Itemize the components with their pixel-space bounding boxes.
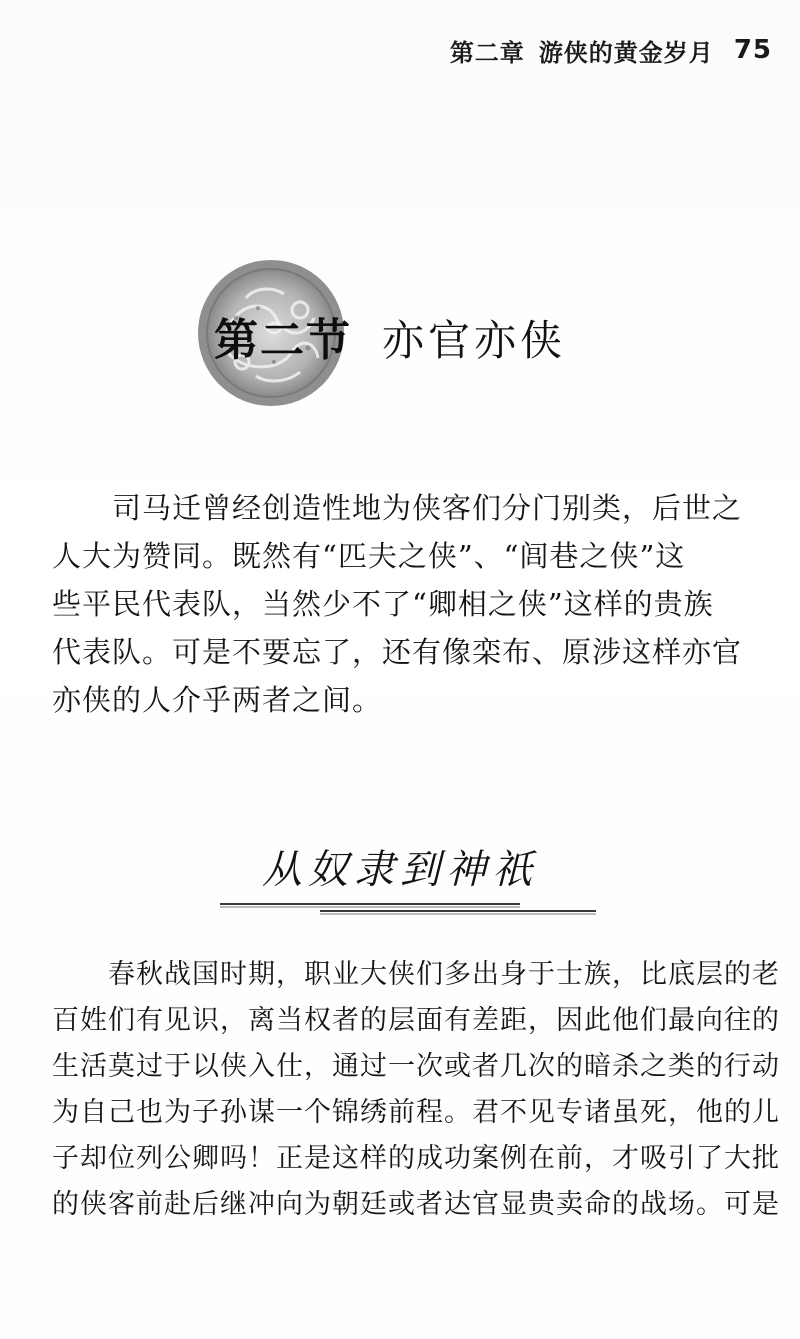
intro-paragraph <box>52 484 752 724</box>
paragraph-line: 春秋战国时期，职业大侠们多出身于士族，比底层的老 <box>52 959 780 990</box>
body-paragraph <box>52 952 780 1228</box>
paragraph-line: 百姓们有见识，离当权者的层面有差距，因此他们最向往的 <box>52 1005 780 1036</box>
section-heading <box>196 258 596 408</box>
decorative-rule-icon <box>220 900 596 916</box>
subsection-heading <box>200 838 600 895</box>
paragraph-line: 子却位列公卿吗！正是这样的成功案例在前，才吸引了大批 <box>52 1143 780 1174</box>
paragraph-line: 生活莫过于以侠入仕，通过一次或者几次的暗杀之类的行动 <box>52 1051 780 1082</box>
subsection-title: 从奴隶到神祇 <box>262 847 538 893</box>
chapter-number: 第二章 <box>449 38 525 67</box>
paragraph-line: 人大为赞同。既然有“匹夫之侠”、“闾巷之侠”这 <box>52 539 686 573</box>
section-number: 第二节 <box>214 315 352 366</box>
paragraph-line: 亦侠的人介乎两者之间。 <box>52 683 383 717</box>
section-title: 亦官亦侠 <box>382 316 567 365</box>
paragraph-line: 为自己也为子孙谋一个锦绣前程。君不见专诸虽死，他的儿 <box>52 1097 780 1128</box>
running-header <box>450 30 772 70</box>
chapter-title: 游侠的黄金岁月 <box>538 38 714 67</box>
paragraph-line: 司马迁曾经创造性地为侠客们分门别类，后世之 <box>52 491 743 525</box>
paragraph-line: 的侠客前赴后继冲向为朝廷或者达官显贵卖命的战场。可是 <box>52 1189 780 1220</box>
paragraph-line: 些平民代表队，当然少不了“卿相之侠”这样的贵族 <box>52 587 714 621</box>
page-number: 75 <box>733 35 772 65</box>
paragraph-line: 代表队。可是不要忘了，还有像栾布、原涉这样亦官 <box>52 635 743 669</box>
